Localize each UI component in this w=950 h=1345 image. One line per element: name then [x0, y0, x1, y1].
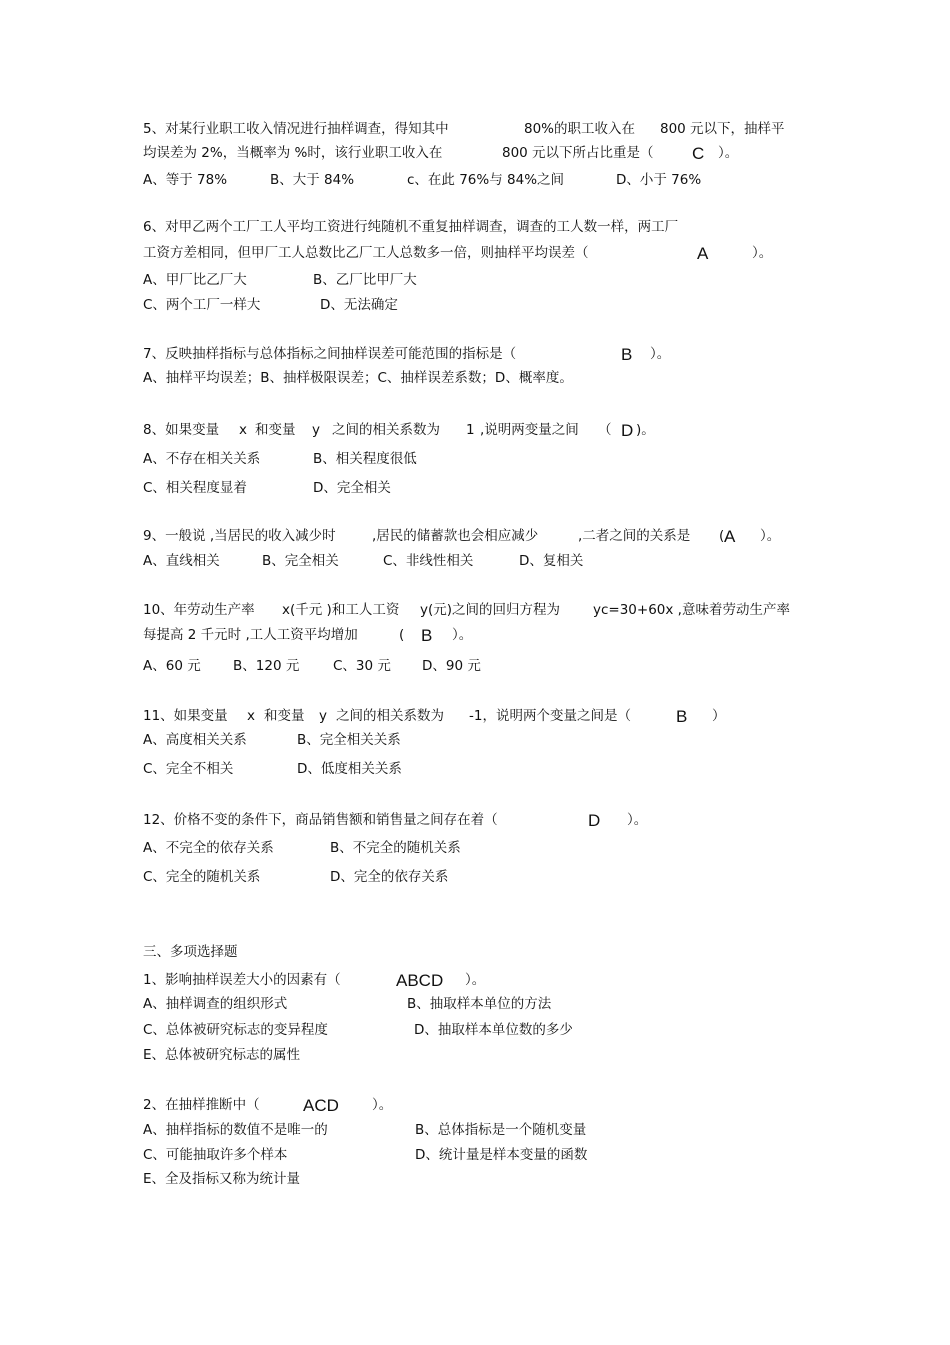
q11-option-d: D、低度相关关系: [297, 761, 402, 777]
q5-option-a: A、等于 78%: [143, 172, 228, 188]
q12-option-a: A、不完全的依存关系: [143, 840, 274, 856]
q10-text-1d: yc=30+60x ,意味着劳动生产率: [593, 602, 790, 618]
q9-text-1a: 9、一般说 ,当居民的收入减少时: [143, 528, 336, 544]
q10-open: (: [399, 627, 405, 643]
m2-option-a: A、抽样指标的数值不是唯一的: [143, 1122, 328, 1138]
m1-close: ）。: [465, 972, 486, 988]
q5-text-1c: 800 元以下，抽样平: [660, 121, 785, 137]
q12-answer: D: [588, 811, 601, 830]
q6-text-1: 6、对甲乙两个工厂工人平均工资进行纯随机不重复抽样调查，调查的工人数一样，两工厂: [143, 219, 679, 235]
m2-option-b: B、总体指标是一个随机变量: [415, 1122, 587, 1138]
q5-option-d: D、小于 76%: [616, 172, 702, 188]
m1-option-d: D、抽取样本单位数的多少: [414, 1022, 573, 1038]
q11-option-c: C、完全不相关: [143, 761, 234, 777]
m2-close: ）。: [372, 1097, 393, 1113]
q5-text-1a: 5、对某行业职工收入情况进行抽样调查，得知其中: [143, 121, 449, 137]
q9-text-1c: ,二者之间的关系是: [578, 528, 691, 544]
q12-option-b: B、不完全的随机关系: [330, 840, 461, 856]
q11-text-mid: 和变量: [264, 708, 305, 724]
q10-close: ）。: [452, 627, 473, 643]
q12-close: ）。: [627, 812, 648, 828]
m2-option-e: E、全及指标又称为统计量: [143, 1171, 301, 1187]
q11-answer: B: [676, 707, 688, 726]
m1-text-1: 1、影响抽样误差大小的因素有（: [143, 972, 341, 988]
q6-close: ）。: [752, 245, 773, 261]
q7-text-1: 7、反映抽样指标与总体指标之间抽样误差可能范围的指标是（: [143, 346, 517, 362]
q10-option-b: B、120 元: [233, 658, 300, 674]
q6-answer: A: [697, 244, 709, 263]
m1-option-e: E、总体被研究标志的属性: [143, 1047, 301, 1063]
q11-text-1a: 11、如果变量: [143, 708, 228, 724]
m1-answer: ABCD: [396, 971, 444, 990]
q5-text-2b: 800 元以下所占比重是（: [502, 145, 654, 161]
q9-answer: A: [724, 527, 736, 546]
q8-var-x: x: [239, 422, 247, 438]
q8-value: 1: [466, 422, 475, 438]
q8-text-1c: ,说明两变量之间: [480, 422, 579, 438]
q7-close: ）。: [650, 346, 671, 362]
q5-option-b: B、大于 84%: [270, 172, 355, 188]
q12-option-d: D、完全的依存关系: [330, 869, 449, 885]
m2-answer: ACD: [303, 1096, 339, 1115]
q8-option-c: C、相关程度显着: [143, 480, 247, 496]
q9-option-d: D、复相关: [519, 553, 584, 569]
q8-var-y: y: [312, 422, 320, 438]
q8-option-a: A、不存在相关关系: [143, 451, 261, 467]
q9-option-b: B、完全相关: [262, 553, 339, 569]
q5-text-2a: 均误差为 2%，当概率为 %时，该行业职工收入在: [143, 145, 443, 161]
q8-open: （: [598, 422, 612, 438]
q10-option-a: A、60 元: [143, 658, 201, 674]
q10-text-2a: 每提高 2 千元时 ,工人工资平均增加: [143, 627, 358, 643]
q11-close: ）: [712, 708, 726, 724]
m2-option-d: D、统计量是样本变量的函数: [415, 1147, 588, 1163]
q8-option-b: B、相关程度很低: [313, 451, 417, 467]
q11-value: -1，说明两个变量之间是（: [469, 708, 631, 724]
q6-option-b: B、乙厂比甲厂大: [313, 272, 417, 288]
q11-var-y: y: [319, 708, 327, 724]
q11-text-1b: 之间的相关系数为: [336, 708, 444, 724]
q9-close: ）。: [760, 528, 781, 544]
q8-option-d: D、完全相关: [313, 480, 391, 496]
q10-answer: B: [421, 626, 433, 645]
q5-text-1b: 80%的职工收入在: [524, 121, 636, 137]
q11-option-a: A、高度相关关系: [143, 732, 247, 748]
q5-answer: C: [692, 144, 705, 163]
q10-text-1a: 10、年劳动生产率: [143, 602, 255, 618]
section-title: 三、多项选择题: [143, 944, 238, 960]
q6-text-2: 工资方差相同，但甲厂工人总数比乙厂工人总数多一倍，则抽样平均误差（: [143, 245, 589, 261]
q8-text-1a: 8、如果变量: [143, 422, 220, 438]
q10-text-1b: x(千元 )和工人工资: [282, 602, 400, 618]
q10-option-c: C、30 元: [333, 658, 391, 674]
q9-text-1b: ,居民的储蓄款也会相应减少: [372, 528, 539, 544]
q9-open: (: [719, 528, 725, 544]
q7-options: A、抽样平均误差；B、抽样极限误差；C、抽样误差系数；D、概率度。: [143, 370, 573, 386]
m1-option-a: A、抽样调查的组织形式: [143, 996, 288, 1012]
q8-answer: D: [621, 421, 634, 440]
m2-option-c: C、可能抽取许多个样本: [143, 1147, 288, 1163]
q9-option-a: A、直线相关: [143, 553, 220, 569]
q12-text-1: 12、价格不变的条件下，商品销售额和销售量之间存在着（: [143, 812, 498, 828]
q6-option-a: A、甲厂比乙厂大: [143, 272, 247, 288]
q5-close: ）。: [718, 145, 739, 161]
m2-text-1: 2、在抽样推断中（: [143, 1097, 260, 1113]
q8-text-mid: 和变量: [255, 422, 296, 438]
q7-answer: B: [621, 345, 633, 364]
q11-var-x: x: [247, 708, 255, 724]
m1-option-c: C、总体被研究标志的变异程度: [143, 1022, 328, 1038]
q5-option-c: c、在此 76%与 84%之间: [407, 172, 565, 188]
q8-text-1b: 之间的相关系数为: [332, 422, 440, 438]
q10-text-1c: y(元)之间的回归方程为: [420, 602, 561, 618]
q9-option-c: C、非线性相关: [383, 553, 474, 569]
m1-option-b: B、抽取样本单位的方法: [407, 996, 552, 1012]
q11-option-b: B、完全相关关系: [297, 732, 401, 748]
q6-option-d: D、无法确定: [320, 297, 398, 313]
q12-option-c: C、完全的随机关系: [143, 869, 261, 885]
q8-close: )。: [636, 422, 655, 438]
q6-option-c: C、两个工厂一样大: [143, 297, 261, 313]
q10-option-d: D、90 元: [422, 658, 481, 674]
